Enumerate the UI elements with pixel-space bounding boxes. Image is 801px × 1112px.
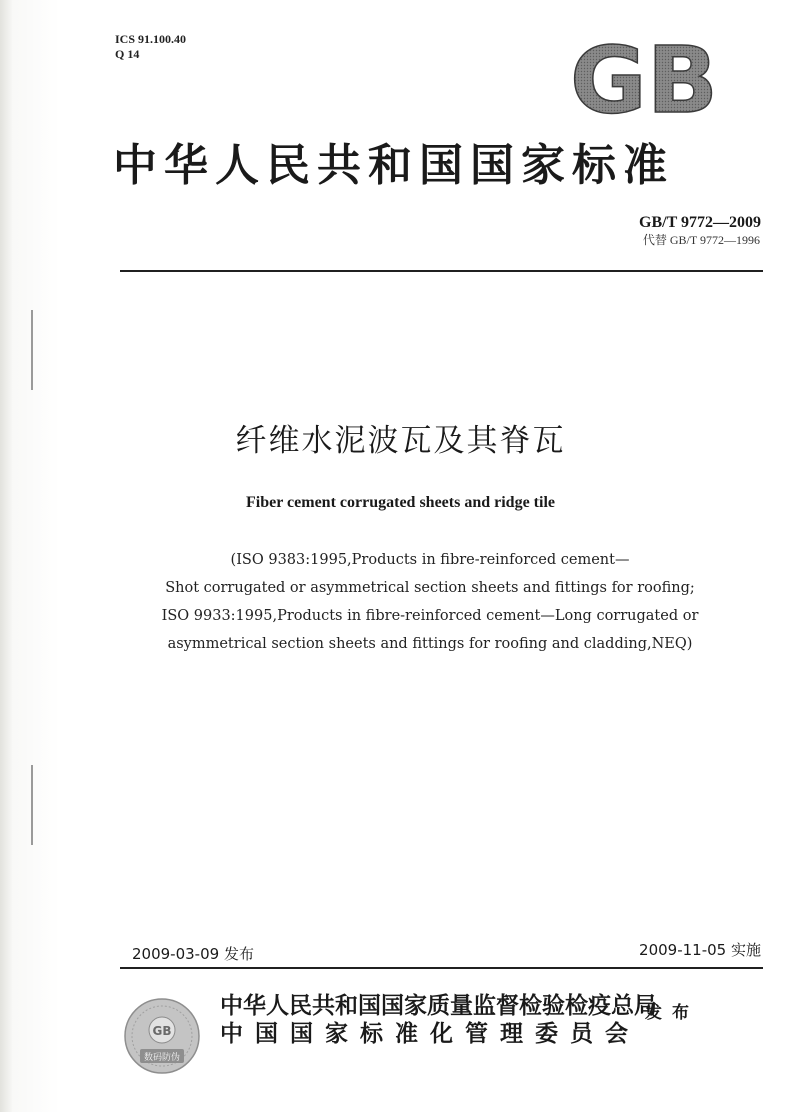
iso-references (120, 546, 740, 658)
anti-counterfeit-seal-icon (123, 997, 201, 1075)
binding-shadow (0, 0, 12, 1112)
gb-logo-text: GB (570, 40, 718, 120)
ccs-code: Q 14 (115, 47, 140, 61)
iso-reference-line: (ISO 9383:1995,Products in fibre-reinforced cement— (230, 552, 630, 568)
title-chinese: 纤维水泥波瓦及其脊瓦 (235, 423, 566, 459)
header-rule (120, 270, 763, 272)
implementation-date: 2009-11-05 实施 (639, 941, 761, 959)
title-english: Fiber cement corrugated sheets and ridge tile (246, 494, 555, 511)
issue-date: 2009-03-09 发布 (132, 945, 254, 963)
ics-code: ICS 91.100.40 (115, 32, 187, 46)
binding-mark-upper (31, 310, 33, 390)
issuer-aqsiq: 中华人民共和国国家质量监督检验检疫总局 (220, 993, 657, 1019)
classification-codes (115, 32, 186, 62)
issuer-sac: 中国国家标准化管理委员会 (220, 1021, 640, 1047)
iso-reference-line: asymmetrical section sheets and fittings for roofing and cladding,NEQ) (167, 636, 693, 652)
footer-rule (120, 967, 763, 969)
seal-bottom-text: 数码防伪 (143, 1053, 181, 1063)
iso-reference-line: Shot corrugated or asymmetrical section sheets and fittings for roofing; (165, 580, 695, 596)
seal-top-text: GB (152, 1024, 172, 1038)
iso-reference-line: ISO 9933:1995,Products in fibre-reinforced cement—Long corrugated or (161, 608, 699, 624)
replaces-standard: 代替 GB/T 9772—1996 (642, 233, 760, 247)
gb-logo-icon (568, 40, 720, 120)
binding-mark-lower (31, 765, 33, 845)
national-standard-heading: 中华人民共和国国家标准 (113, 140, 674, 191)
issue-label: 发布 (645, 1003, 699, 1023)
issuing-authorities (220, 992, 657, 1048)
standard-number: GB/T 9772—2009 (639, 214, 761, 231)
